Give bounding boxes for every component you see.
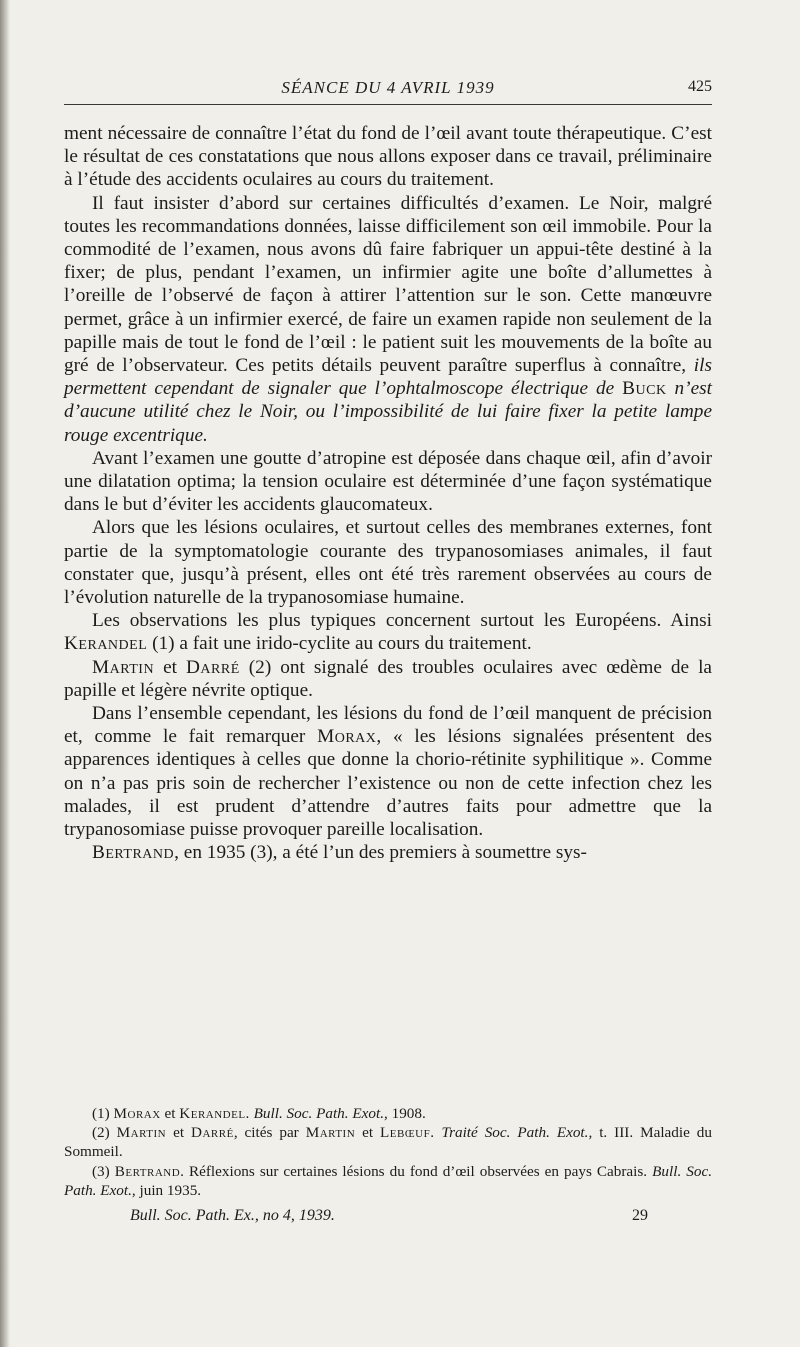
footnote-2-author: Martin [116, 1124, 167, 1142]
author-kerandel: Kerandel [64, 633, 148, 655]
paragraph-7 [64, 702, 712, 841]
paragraph-2 [64, 192, 712, 447]
footnote-3-text: . Réflexions sur certaines lésions du fond d’œil observées en pays Cabrais. [180, 1162, 648, 1180]
footnote-1-conj: et [164, 1105, 176, 1122]
author-morax: Morax [317, 726, 377, 748]
paragraph-8-text: , en 1935 (3), a été l’un des premiers à soumettre sys- [174, 842, 587, 864]
page-spine-shadow [0, 0, 10, 1347]
running-header [64, 74, 712, 104]
author-martin: Martin [92, 656, 155, 678]
footnote-2-cited: , cités par [233, 1124, 299, 1142]
footnote-2-author-4: Lebœuf. [380, 1124, 435, 1142]
paragraph-5 [64, 609, 712, 655]
author-darre: Darré [186, 656, 240, 678]
page-footer [130, 1207, 712, 1229]
footnote-3-journal: Bull. Soc. Path. Exot. [64, 1162, 712, 1199]
paragraph-7-text-end: , « les lésions signalées présentent des apparences identiques à celles que donne la chorio-rétinite syphilitique ». Comme on n’a pas pris soin de rechercher l’existence ou non de cette infection chez les malades, il est prudent d’attendre d’autres faits pour admettre que la trypanosomiase puisse provoquer pareille localisation. [64, 726, 712, 841]
footnote-3-author: Bertrand [114, 1162, 181, 1180]
author-buck: Buck [622, 378, 667, 400]
header-rule [64, 104, 712, 105]
footnote-2-author-3: Martin [305, 1124, 356, 1142]
footnote-3-number: (3) [92, 1162, 110, 1180]
footnote-1-author-2: Kerandel. [179, 1105, 250, 1122]
paragraph-2-italic-end: n’est d’aucune utilité chez le Noir, ou l’impossibilité de lui faire fixer la petite lampe rouge excentrique. [64, 378, 712, 446]
author-bertrand: Bertrand [92, 842, 175, 864]
paragraph-6-text: (2) ont signalé des troubles oculaires avec œdème de la papille et légère névrite optique. [64, 656, 712, 701]
footnote-1-year: , 1908. [384, 1105, 426, 1122]
paragraph-6 [64, 656, 712, 702]
paragraph-5-text-end: (1) a fait une irido-cyclite au cours du traitement. [152, 633, 532, 655]
footnote-2-conj: et [173, 1124, 185, 1142]
paragraph-1: ment nécessaire de connaître l’état du fond de l’œil avant toute thérapeutique. C’est le résultat de ces constatations que nous allons exposer dans ce travail, préliminaire à l’étude des accidents oculaires au cours du traitement. [64, 123, 712, 191]
journal-citation: Bull. Soc. Path. Ex., no 4, 1939. [130, 1207, 335, 1224]
paragraph-4: Alors que les lésions oculaires, et surtout celles des membranes externes, font partie de la symptomatologie courante des trypanosomiases animales, il faut constater que, jusqu’à présent, elles ont été très rarement observées au cours de l’évolution naturelle de la trypanosomiase humaine. [64, 517, 712, 609]
footnote-3-date: , juin 1935. [131, 1181, 202, 1199]
header-title: SÉANCE DU 4 AVRIL 1939 [281, 78, 495, 97]
footnote-2-conj-2: et [362, 1124, 374, 1142]
footnote-1 [64, 1104, 712, 1123]
footnote-2-number: (2) [92, 1124, 110, 1142]
footnote-1-author: Morax [113, 1105, 161, 1122]
body-text [64, 122, 712, 865]
footnote-2 [64, 1123, 712, 1161]
paragraph-2-text: Il faut insister d’abord sur certaines difficultés d’examen. Le Noir, malgré toutes les recommandations données, laisse difficilement son œil immobile. Pour la commodité de l’examen, nous avons dû faire fabriquer un appui-tête destiné à la fixer; de plus, pendant l’examen, un infirmier agite une boîte d’allumettes à l’oreille de l’observé de façon à attirer l’attention sur le son. Cette manœuvre permet, grâce à un infirmier exercé, de faire un examen rapide non seulement de la papille mais de tout le fond de l’œil : le patient suit les mouvements de la boîte au gré de l’observateur. Ces petits détails peuvent paraître superflus à connaître, [64, 192, 712, 377]
footnote-1-journal: Bull. Soc. Path. Exot. [253, 1105, 384, 1122]
paragraph-5-text: Les observations les plus typiques concernent surtout les Européens. Ainsi [92, 610, 712, 632]
page-number: 425 [688, 78, 712, 95]
footnote-2-volume: , t. III. Maladie du Sommeil. [64, 1124, 712, 1161]
paragraph-7-text: Dans l’ensemble cependant, les lésions du fond de l’œil manquent de précision et, comme le fait remarquer [64, 703, 712, 748]
footnote-1-number: (1) [92, 1105, 110, 1122]
signature-mark: 29 [632, 1207, 648, 1224]
conjunction: et [163, 656, 177, 678]
footnotes [64, 1104, 712, 1200]
footnote-2-author-2: Darré [191, 1124, 234, 1142]
paragraph-8 [64, 841, 712, 864]
paragraph-2-italic: ils permettent cependant de signaler que l’ophtalmoscope électrique de [64, 355, 713, 400]
paragraph-3: Avant l’examen une goutte d’atropine est déposée dans chaque œil, afin d’avoir une dilatation optima; la tension oculaire est déterminée d’une façon systématique dans le but d’éviter les accidents glaucomateux. [64, 447, 712, 516]
footnote-3 [64, 1162, 712, 1200]
footnote-2-title: Traité Soc. Path. Exot. [441, 1124, 589, 1142]
